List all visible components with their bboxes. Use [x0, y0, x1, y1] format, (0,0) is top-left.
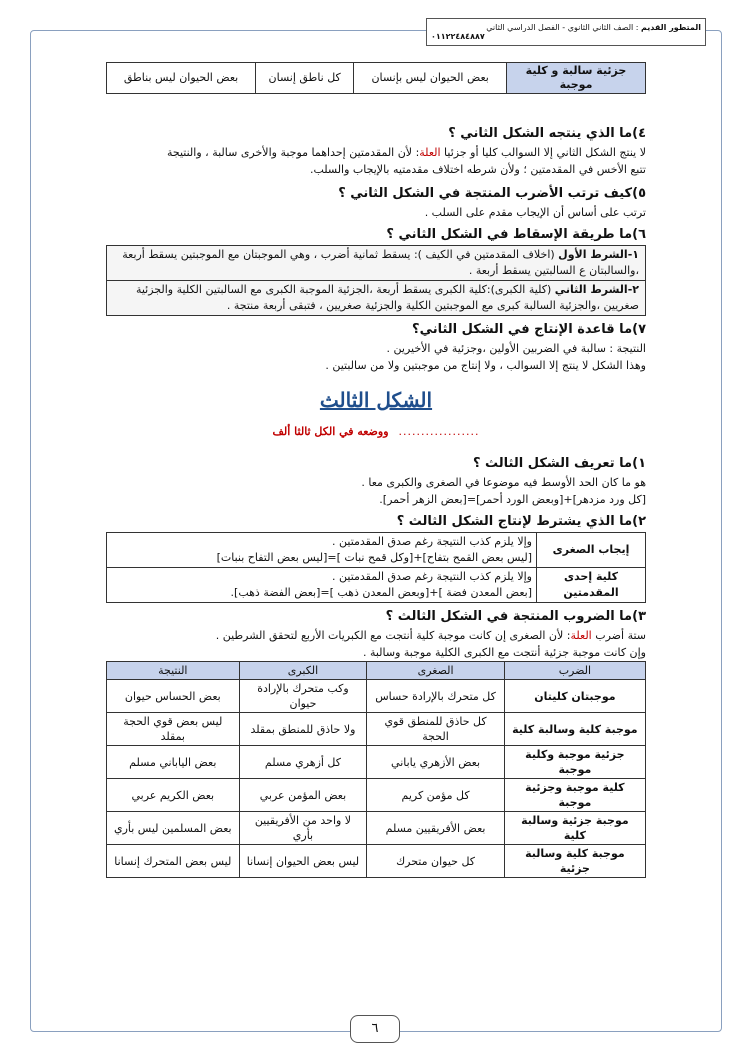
- cond1-label: ١-الشرط الأول: [558, 248, 639, 261]
- reason-label: العلة: [570, 629, 592, 642]
- s2-row-line: وإلا يلزم كذب النتيجة رغم صدق المقدمتين .: [332, 570, 532, 583]
- q6-title: ٦)ما طريقة الإسقاط في الشكل الثاني ؟: [386, 227, 646, 242]
- table-cell: كل متحرك بالإرادة حساس: [367, 680, 504, 713]
- table-row: [107, 281, 646, 316]
- table-row: [107, 246, 646, 281]
- s1-line2: [كل ورد مزدهر]+[وبعض الورد أحمر]=[بعض الزهر أحمر].: [379, 493, 646, 506]
- table-cell: بعض الأفريقيين مسلم: [367, 812, 504, 845]
- table-cell: بعض الحيوان ليس بناطق: [107, 63, 256, 94]
- table-cell: بعض الحيوان ليس بإنسان: [354, 63, 507, 94]
- table-row: [107, 680, 646, 713]
- q4-title: ٤)ما الذي ينتجه الشكل الثاني ؟: [448, 126, 646, 141]
- table-cell: بعض الياباني مسلم: [107, 746, 240, 779]
- table-row: [107, 63, 646, 94]
- s2-conditions-table: [106, 532, 646, 603]
- table-header-row: [107, 662, 646, 680]
- note-line: [106, 423, 646, 440]
- q4-line2: تتبع الأخس في المقدمتين ؛ ولأن شرطه اختلاف مقدمتيه بالإيجاب والسلب.: [309, 163, 646, 176]
- cond2-label: ٢-الشرط الثاني: [554, 283, 639, 296]
- page-header: المتطور القديم : الصف الثاني الثانوي - الفصل الدراسي الثاني ٠١١٢٢٤٨٤٨٨٧: [426, 18, 706, 46]
- table-cell: كل ناطق إنسان: [256, 63, 354, 94]
- s2-row-label: إيجاب الصغرى: [537, 533, 646, 568]
- s2-title: ٢)ما الذي يشترط لإنتاج الشكل الثالث ؟: [396, 514, 646, 529]
- mood-name: موجبتان كليتان: [504, 680, 645, 713]
- table-cell: بعض الحساس حيوان: [107, 680, 240, 713]
- table-cell: كل مؤمن كريم: [367, 779, 504, 812]
- table-row: [107, 812, 646, 845]
- table-row: [107, 533, 646, 568]
- header-phone: ٠١١٢٢٤٨٤٨٨٧: [431, 32, 485, 41]
- table-cell: بعض المسلمين ليس بأري: [107, 812, 240, 845]
- mood-name: موجبة جزئية وسالبة كلية: [504, 812, 645, 845]
- s2-row-label: كلية إحدى المقدمتين: [537, 568, 646, 603]
- s2-row-line: [بعض المعدن فضة ]+[وبعض المعدن ذهب ]=[بعض الفضة ذهب].: [230, 586, 532, 599]
- table-cell: بعض الأزهري ياباني: [367, 746, 504, 779]
- page-content: [106, 62, 646, 878]
- mood-name: كلية موجبة وجزئية موجبة: [504, 779, 645, 812]
- table-cell: ليس بعض قوي الحجة بمقلد: [107, 713, 240, 746]
- column-header: الصغرى: [367, 662, 504, 680]
- table-cell: لا واحد من الأفريقيين بأري: [239, 812, 367, 845]
- mood-name: موجبة كلية وسالبة جزئية: [504, 845, 645, 878]
- table-cell: كل حاذق للمنطق قوي الحجة: [367, 713, 504, 746]
- table-row: [107, 779, 646, 812]
- note-text: ووضعه في الكل ثالثا ألف: [272, 425, 389, 438]
- page-number: ٦: [350, 1015, 400, 1043]
- q7-line1: النتيجة : سالبة في الضربين الأولين ،وجزئية في الأخيرين .: [386, 342, 646, 355]
- column-header: الضرب: [504, 662, 645, 680]
- s1-line1: هو ما كان الحد الأوسط فيه موضوعا في الصغرى والكبرى معا .: [361, 476, 646, 489]
- mood-name: جزئية موجبة وكلية موجبة: [504, 746, 645, 779]
- table-cell: ليس بعض المتحرك إنسانا: [107, 845, 240, 878]
- cond1-text: (اخلاف المقدمتين في الكيف ): يسقط ثمانية أضرب ، وهي الموجبتان مع الموجبتين يسقط أربعة ،والسالبتان ع السالبتين يسقط أربعة .: [122, 248, 639, 277]
- s1-title: ١)ما تعريف الشكل الثالث ؟: [472, 456, 646, 471]
- header-subtitle: الصف الثاني الثانوي - الفصل الدراسي الثاني: [486, 23, 634, 32]
- table-cell: بعض المؤمن عربي: [239, 779, 367, 812]
- table-cell: وكب متحرك بالإرادة حيوان: [239, 680, 367, 713]
- reason-label: العلة: [419, 146, 441, 159]
- column-header: الكبرى: [239, 662, 367, 680]
- q4-line1: لا ينتج الشكل الثاني إلا السوالب كليا أو جزئيا العلة: لأن المقدمتين إحداهما موجبة والأخرى سالبة ، والنتيجة: [166, 146, 646, 159]
- q7-line2: وهذا الشكل لا ينتج إلا السوالب ، ولا إنتاج من موجبتين ولا من سالبتين .: [325, 359, 646, 372]
- section-title: الشكل الثالث: [319, 388, 433, 412]
- table-cell: بعض الكريم عربي: [107, 779, 240, 812]
- header-name: المتطور القديم: [641, 23, 701, 32]
- top-table-head: جزئية سالبة و كلية موجبة: [507, 63, 646, 94]
- s3-title: ٣)ما الضروب المنتجة في الشكل الثالث ؟: [385, 609, 646, 624]
- table-row: [107, 845, 646, 878]
- table-row: [107, 713, 646, 746]
- table-row: [107, 746, 646, 779]
- q7-title: ٧)ما قاعدة الإنتاج في الشكل الثاني؟: [412, 322, 646, 337]
- table-cell: ليس بعض الحيوان إنسانا: [239, 845, 367, 878]
- note-dots: ..................: [398, 425, 480, 438]
- table-cell: كل حيوان متحرك: [367, 845, 504, 878]
- q5-line1: ترتب على أساس أن الإيجاب مقدم على السلب .: [424, 206, 646, 219]
- q5-title: ٥)كيف ترتب الأضرب المنتجة في الشكل الثاني ؟: [338, 186, 646, 201]
- s3-line2: وإن كانت موجبة جزئية أنتجت مع الكبرى الكلية موجبة وسالبة .: [362, 646, 646, 659]
- s3-line1: ستة أضرب العلة: لأن الصغرى إن كانت موجبة كلية أنتجت مع الكبريات الأربع لتحقق الشرطين .: [215, 629, 646, 642]
- table-row: [107, 568, 646, 603]
- table-cell: ولا حاذق للمنطق بمقلد: [239, 713, 367, 746]
- cond2-text: (كلية الكبرى):كلية الكبرى يسقط أربعة ،الجزئية الموجبة الكبرى مع السالبتين الكلية والجزئية صغريين ،والجزئية السالبة كبرى مع الموجبتين الكلية والجزئية صغريين ، فتبقى أربعة منتجة .: [135, 283, 639, 312]
- moods-table: [106, 661, 646, 878]
- q6-conditions-table: [106, 245, 646, 316]
- column-header: النتيجة: [107, 662, 240, 680]
- top-table: [106, 62, 646, 94]
- s2-row-line: [ليس بعض القمح بتفاح]+[وكل قمح نبات ]=[ليس بعض التفاح بنبات]: [216, 551, 532, 564]
- mood-name: موجبة كلية وسالبة كلية: [504, 713, 645, 746]
- table-cell: كل أزهري مسلم: [239, 746, 367, 779]
- s2-row-line: وإلا يلزم كذب النتيجة رغم صدق المقدمتين .: [332, 535, 532, 548]
